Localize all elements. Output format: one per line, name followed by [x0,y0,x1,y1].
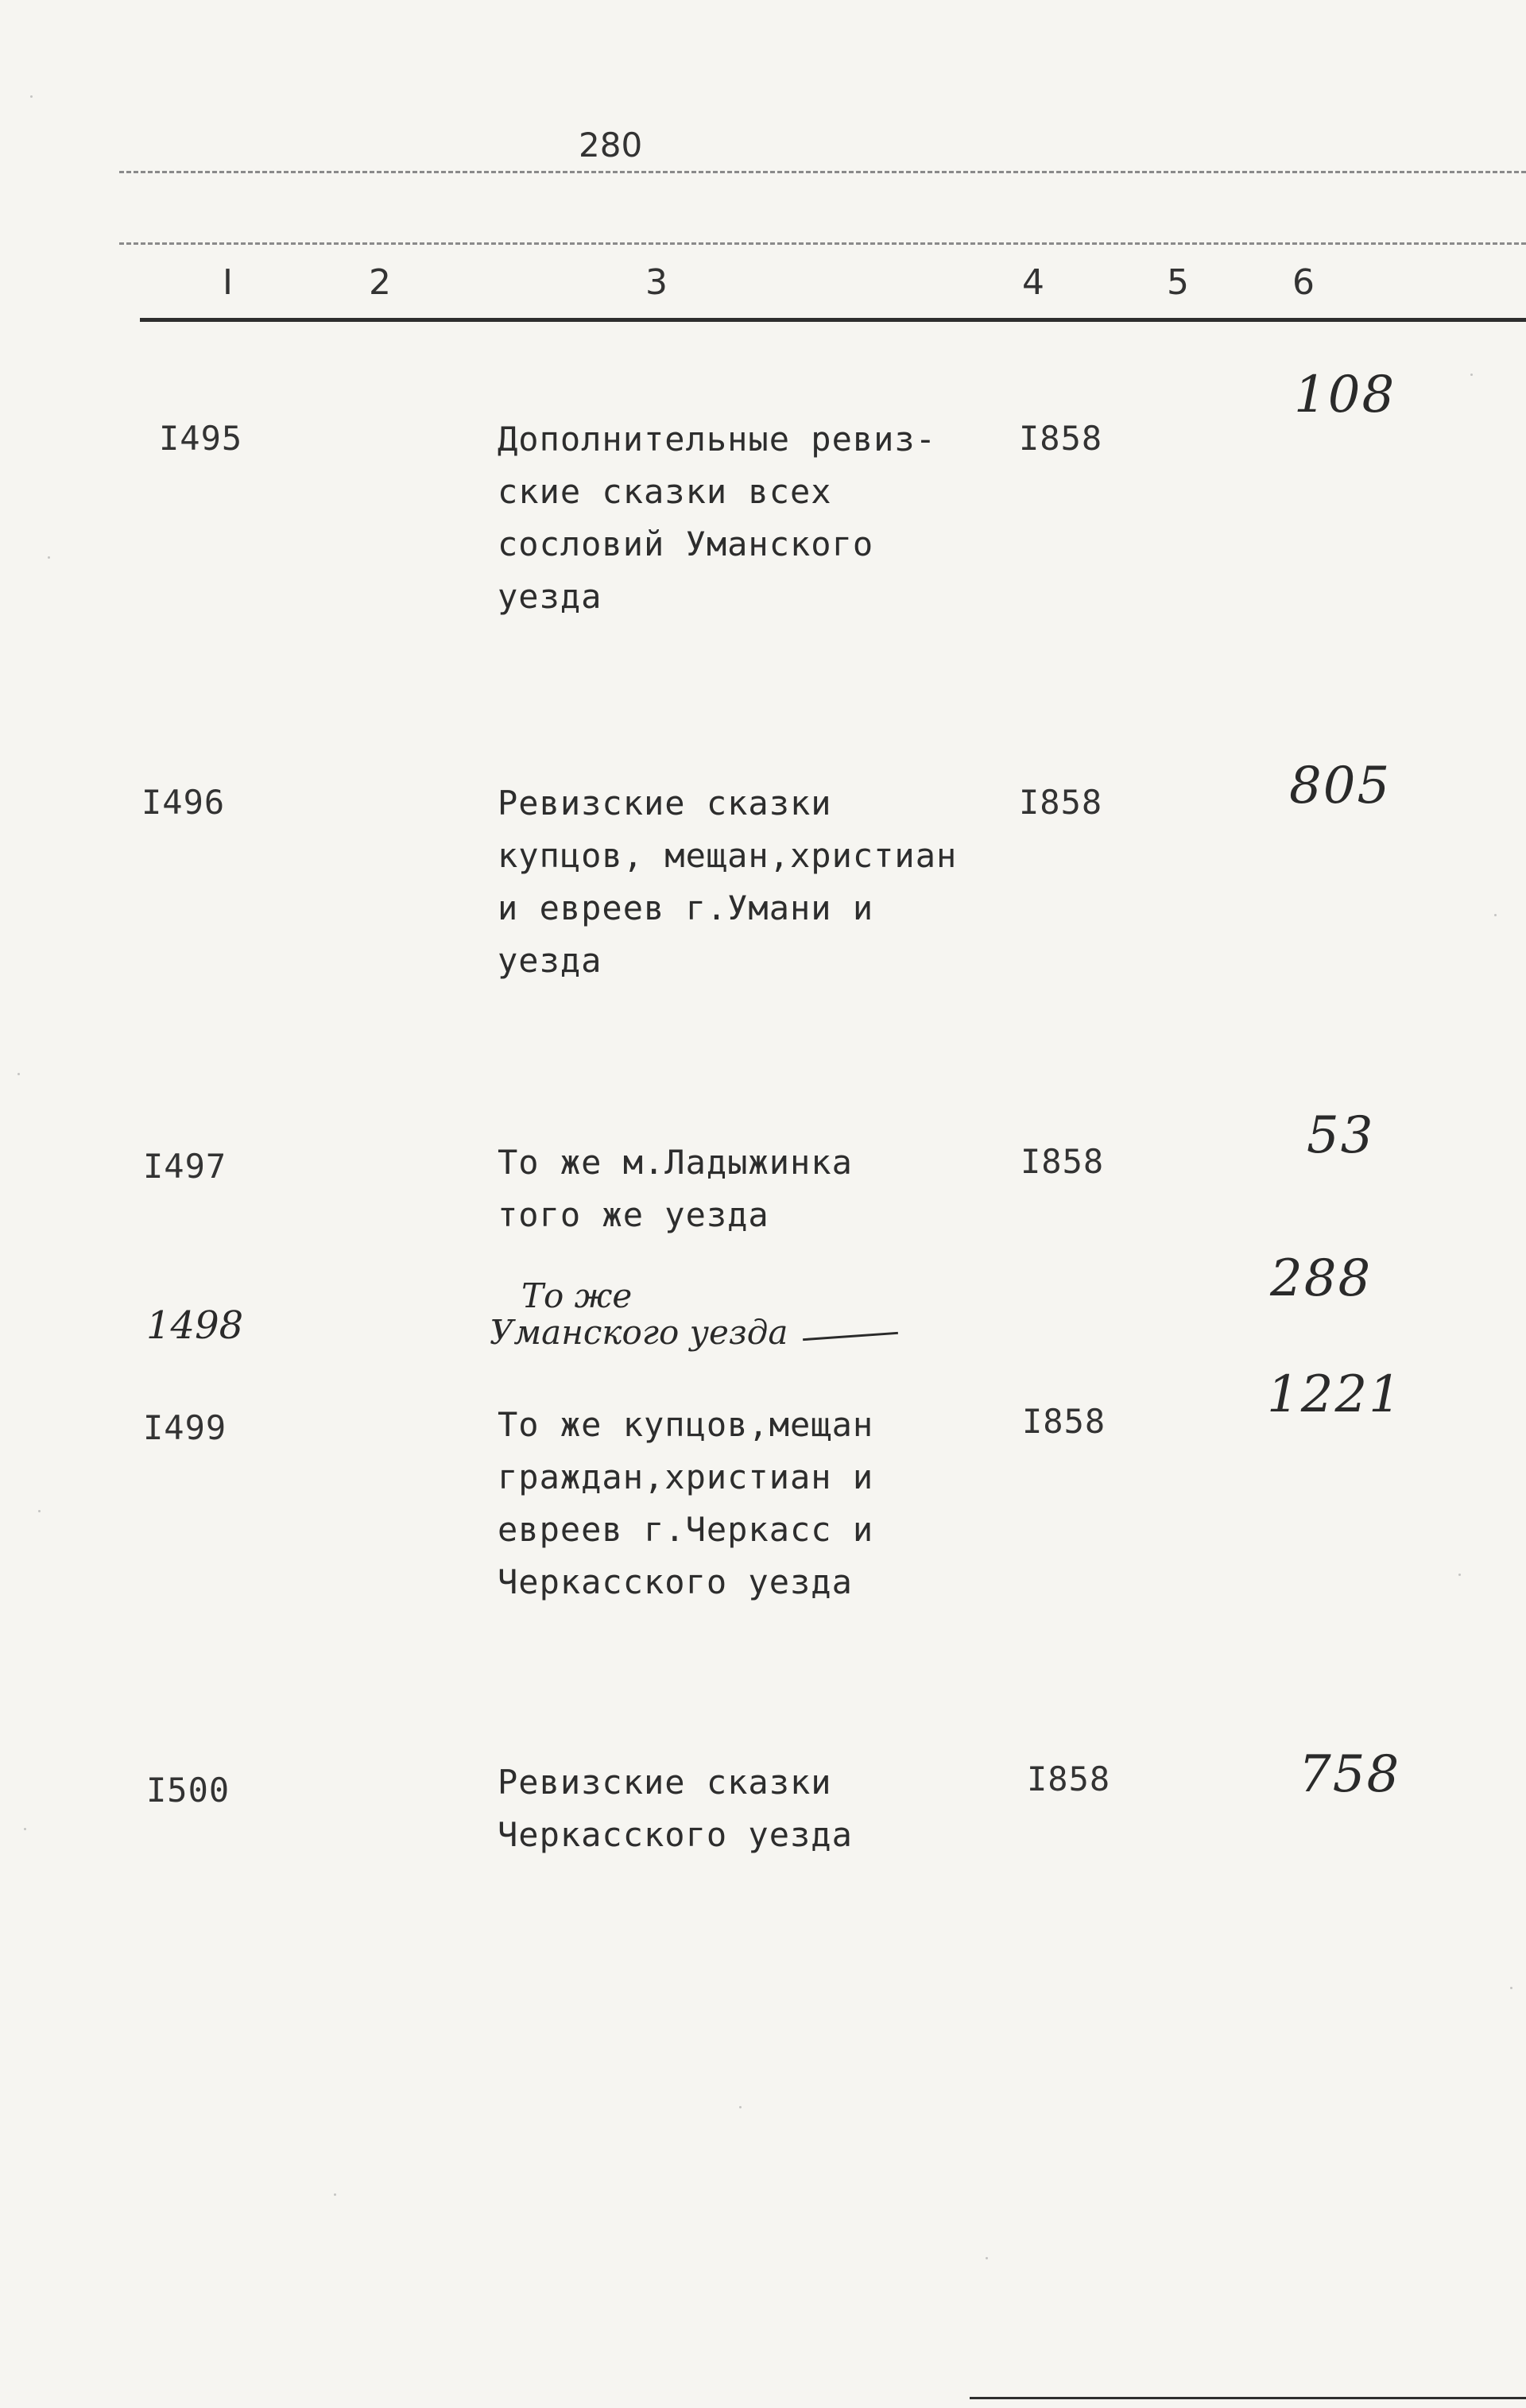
entry-title: Ревизские сказки купцов, мещан,христиан и евреев г.Умани и уезда [498,784,958,980]
column-header-5: 5 [1167,262,1189,303]
column-header-2: 2 [369,262,391,303]
header-dotted-rule [119,242,1526,245]
column-header-3: 3 [645,262,668,303]
column-header-1: I [223,262,233,303]
entry-year: I858 [1022,1402,1106,1441]
entry-year: I858 [1019,783,1103,822]
bottom-edge-rule [970,2397,1526,2399]
column-header-4: 4 [1022,262,1044,303]
entry-number: I499 [143,1408,227,1447]
entry-count: 805 [1289,757,1392,815]
entry-number: I497 [143,1147,227,1186]
entry-title-handwritten: То же Уманского уезда [490,1276,788,1352]
entry-number: I500 [146,1771,230,1810]
entry-count: 53 [1307,1106,1375,1165]
entry-number: I496 [141,783,226,822]
entry-title: Дополнительные ревиз- ские сказки всех сословий Уманского уезда [498,420,937,616]
handwritten-stroke [803,1332,898,1341]
entry-title: То же купцов,мещан граждан,христиан и евреев г.Черкасс и Черкасского уезда [498,1405,874,1601]
entry-title: То же м.Ладыжинка того же уезда [498,1143,853,1234]
page-number: 280 [579,126,643,165]
entry-count: 288 [1270,1249,1373,1308]
entry-number-handwritten: 1498 [146,1303,244,1348]
entry-count: 108 [1294,366,1396,424]
entry-count: 758 [1299,1745,1401,1804]
entry-year: I858 [1027,1760,1111,1798]
entry-title: Ревизские сказки Черкасского уезда [498,1763,853,1854]
entry-count: 1221 [1267,1365,1403,1424]
entry-year: I858 [1019,419,1103,458]
entry-year: I858 [1021,1142,1105,1181]
header-solid-rule [140,318,1526,322]
column-header-6: 6 [1292,262,1315,303]
top-dotted-rule [119,171,1526,173]
entry-number: I495 [159,419,243,458]
